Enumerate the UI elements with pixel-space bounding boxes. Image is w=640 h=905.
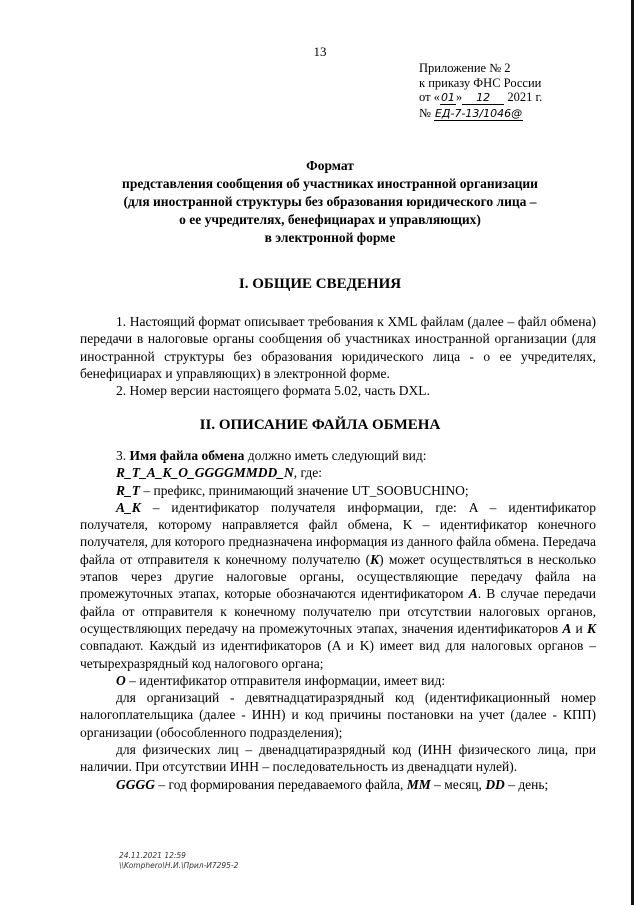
rt-definition: R_T – префикс, принимающий значение UT_SOOBUCHINO; — [116, 482, 469, 498]
appendix-line1: Приложение № 2 — [419, 61, 511, 75]
file-name-pattern: R_T_A_K_O_GGGGMMDD_N, где: — [116, 465, 322, 481]
org-identifier: для организаций - девятнадцатиразрядный код (идентификационный номер налогоплательщика (далее - ИНН) и код причины постановки на учет (далее - КПП) организации (обособленного подразделения); — [80, 690, 596, 740]
section2-body — [80, 447, 596, 793]
handwritten-order-number: ЕД-7-13/1046@ — [434, 106, 523, 120]
person-identifier: для физических лиц – двенадцатиразрядный код (ИНН физического лица, при наличии. При отсутствии ИНН – последовательность из двенадцати нулей). — [80, 742, 596, 775]
file-footer: 24.11.2021 12:59 \\Komphero\Н.И.\Прил-И7295-2 — [119, 851, 239, 870]
page-number: 13 — [313, 44, 327, 59]
paragraph-2: 2. Номер версии настоящего формата 5.02, часть DXL. — [116, 383, 430, 399]
section1-body — [80, 313, 596, 399]
page-edge — [631, 0, 634, 905]
document-title: Формат представления сообщения об участниках иностранной организации (для иностранной структуры без образования юридического лица – о ее учредителях, бенефициарах и управляющих) в электронной форме — [122, 158, 538, 245]
appendix-number: № ЕД-7-13/1046@ — [419, 105, 523, 120]
section-heading-1: I. ОБЩИЕ СВЕДЕНИЯ — [238, 276, 402, 292]
appendix-block — [419, 61, 542, 121]
section-heading-2: II. ОПИСАНИЕ ФАЙЛА ОБМЕНА — [199, 417, 441, 433]
handwritten-day: 01 — [440, 91, 455, 104]
o-definition: O – идентификатор отправителя информации, имеет вид: — [116, 672, 446, 688]
appendix-line2: к приказу ФНС России — [419, 75, 542, 90]
date-definition: GGGG – год формирования передаваемого файла, MM – месяц, DD – день; — [116, 776, 549, 792]
appendix-date: от «01» 12 2021 г. — [419, 90, 543, 104]
paragraph-1: 1. Настоящий формат описывает требования к XML файлам (далее – файл обмена) передачи в налоговые органы сообщения об участниках иностранной организации (для иностранной структуры без образования юридического лица - о ее учредителях, бенефициарах и управляющих) в электронной форме. — [80, 314, 596, 381]
handwritten-month: 12 — [462, 91, 504, 105]
ak-definition: A_K – идентификатор получателя информации, где: A – идентификатор получателя, которому направляется файл обмена, K – идентификатор конечного получателя, для которого предназначена информация из данного файла обмена. Передача файла от отправителя к конечному получателю (K) может осуществляться в несколько этапов через другие налоговые органы, осуществляющие передачу файла на промежуточных этапах, которые обозначаются идентификатором A. В случае передачи файла от отправителя к конечному получателю при отсутствии налоговых органов, осуществляющих передачу на промежуточных этапах, значения идентификаторов A и K совпадают. Каждый из идентификаторов (A и K) имеет вид для налоговых органов – четырехразрядный код налогового органа; — [80, 499, 596, 671]
paragraph-3: 3. Имя файла обмена должно иметь следующий вид: — [116, 448, 427, 463]
